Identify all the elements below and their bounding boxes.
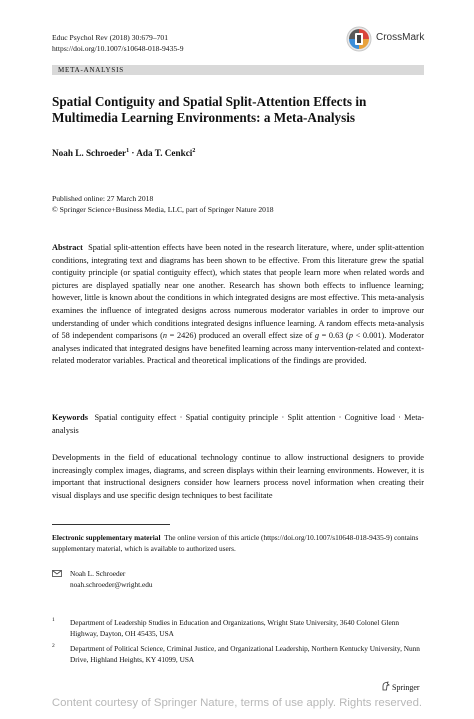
abstract-label: Abstract <box>52 243 83 252</box>
springer-mark <box>381 681 420 692</box>
abstract-p-var: p <box>348 331 353 341</box>
abstract-text: Spatial split-attention effects have been noted in the research literature, where, under split-attention conditions, integrating text and diagrams has been shown to be effective. From this literature grew the spatial contiguity principle (or spatial contiguity effect), which states that people learn more when related words and pictures are displayed spatially near one another. Research has shown both effects to influence learning; however, little is known about the conditions in which integrated designs are most effective. This meta-analysis examines the influence of integrated designs across numerous moderator variables in order to improve our understanding of under which conditions integrated designs influence learning. A random effects meta-analysis of 58 independent comparisons ( <box>52 243 424 341</box>
correspondence-email[interactable]: noah.schroeder@wright.edu <box>70 580 153 589</box>
author-name[interactable]: Noah L. Schroeder <box>52 148 127 159</box>
affiliation <box>52 617 424 639</box>
author-name[interactable]: Ada T. Cenkci <box>136 148 193 159</box>
abstract-g-var: g <box>314 331 320 341</box>
abstract <box>52 242 424 368</box>
journal-citation: Educ Psychol Rev (2018) 30:679–701 <box>52 33 169 42</box>
footnote-divider <box>52 524 170 525</box>
affiliation <box>52 643 424 665</box>
affiliation-text: Department of Political Science, Criminal Justice, and Organizational Leadership, Northern Kentucky University, Nunn Drive, Highland Heights, KY 41099, USA <box>70 644 420 664</box>
author-affil-sup: 1 <box>126 148 130 154</box>
section-bar <box>52 65 424 75</box>
affiliation-number: 1 <box>52 617 55 623</box>
esm-text-end: ) contains supplementary material, which is available to authorized users. <box>52 533 419 553</box>
author-list <box>52 148 195 158</box>
abstract-n-var: n <box>162 331 168 341</box>
esm-link[interactable]: https://doi.org/10.1007/s10648-018-9435-9 <box>263 533 390 542</box>
affiliation-number: 2 <box>52 643 55 649</box>
section-label: META-ANALYSIS <box>58 65 124 74</box>
article-title: Spatial Contiguity and Spatial Split-Attention Effects in Multimedia Learning Environments: a Meta-Analysis <box>52 94 367 126</box>
abstract-n-value: = 2426) produced an overall effect size of <box>167 331 315 341</box>
keywords-label: Keywords <box>52 413 88 422</box>
crossmark-label: CrossMark <box>376 32 425 43</box>
esm-text: The online version of this article ( <box>164 533 264 542</box>
footer-notice: Content courtesy of Springer Nature, terms of use apply. Rights reserved. <box>51 697 423 709</box>
journal-header <box>52 32 184 54</box>
published-date: Published online: 27 March 2018 <box>52 194 154 203</box>
supplementary-note <box>52 532 424 554</box>
author-separator: · <box>131 148 135 159</box>
envelope-icon <box>52 570 62 577</box>
esm-label: Electronic supplementary material <box>52 533 161 542</box>
publication-info <box>52 193 274 215</box>
keywords <box>52 412 424 437</box>
copyright-line: © Springer Science+Business Media, LLC, part of Springer Nature 2018 <box>52 205 274 214</box>
correspondence-name: Noah L. Schroeder <box>70 569 126 578</box>
springer-horse-icon <box>381 681 390 691</box>
springer-label: Springer <box>392 683 420 692</box>
journal-doi[interactable]: https://doi.org/10.1007/s10648-018-9435-9 <box>52 44 184 53</box>
intro-paragraph: Developments in the field of educational technology continue to allow instructional designers to provide increasingly complex images, diagrams, and screen displays within their learning environments. However, it is important that instructional designers consider how learners process novel information when creating their visual displays and use specific design techniques to best facilitate <box>52 453 424 500</box>
affiliation-text: Department of Leadership Studies in Education and Organizations, Wright State University, 3640 Colonel Glenn Highway, Dayton, OH 45435, USA <box>70 618 400 638</box>
keywords-text: Spatial contiguity effect · Spatial contiguity principle · Split attention · Cognitive load · Meta-analysis <box>52 413 424 435</box>
abstract-text-end: < 0.001). Moderator analyses indicated that integrated designs have benefited learning across many intervention-related and context-related moderator variables. Practical and theoretical implications of the findings are provided. <box>52 331 424 366</box>
abstract-g-value: = 0.63 ( <box>319 331 349 341</box>
correspondence <box>52 568 153 590</box>
author-affil-sup: 2 <box>192 148 196 154</box>
crossmark-icon <box>346 26 372 52</box>
crossmark-badge[interactable] <box>346 26 438 52</box>
